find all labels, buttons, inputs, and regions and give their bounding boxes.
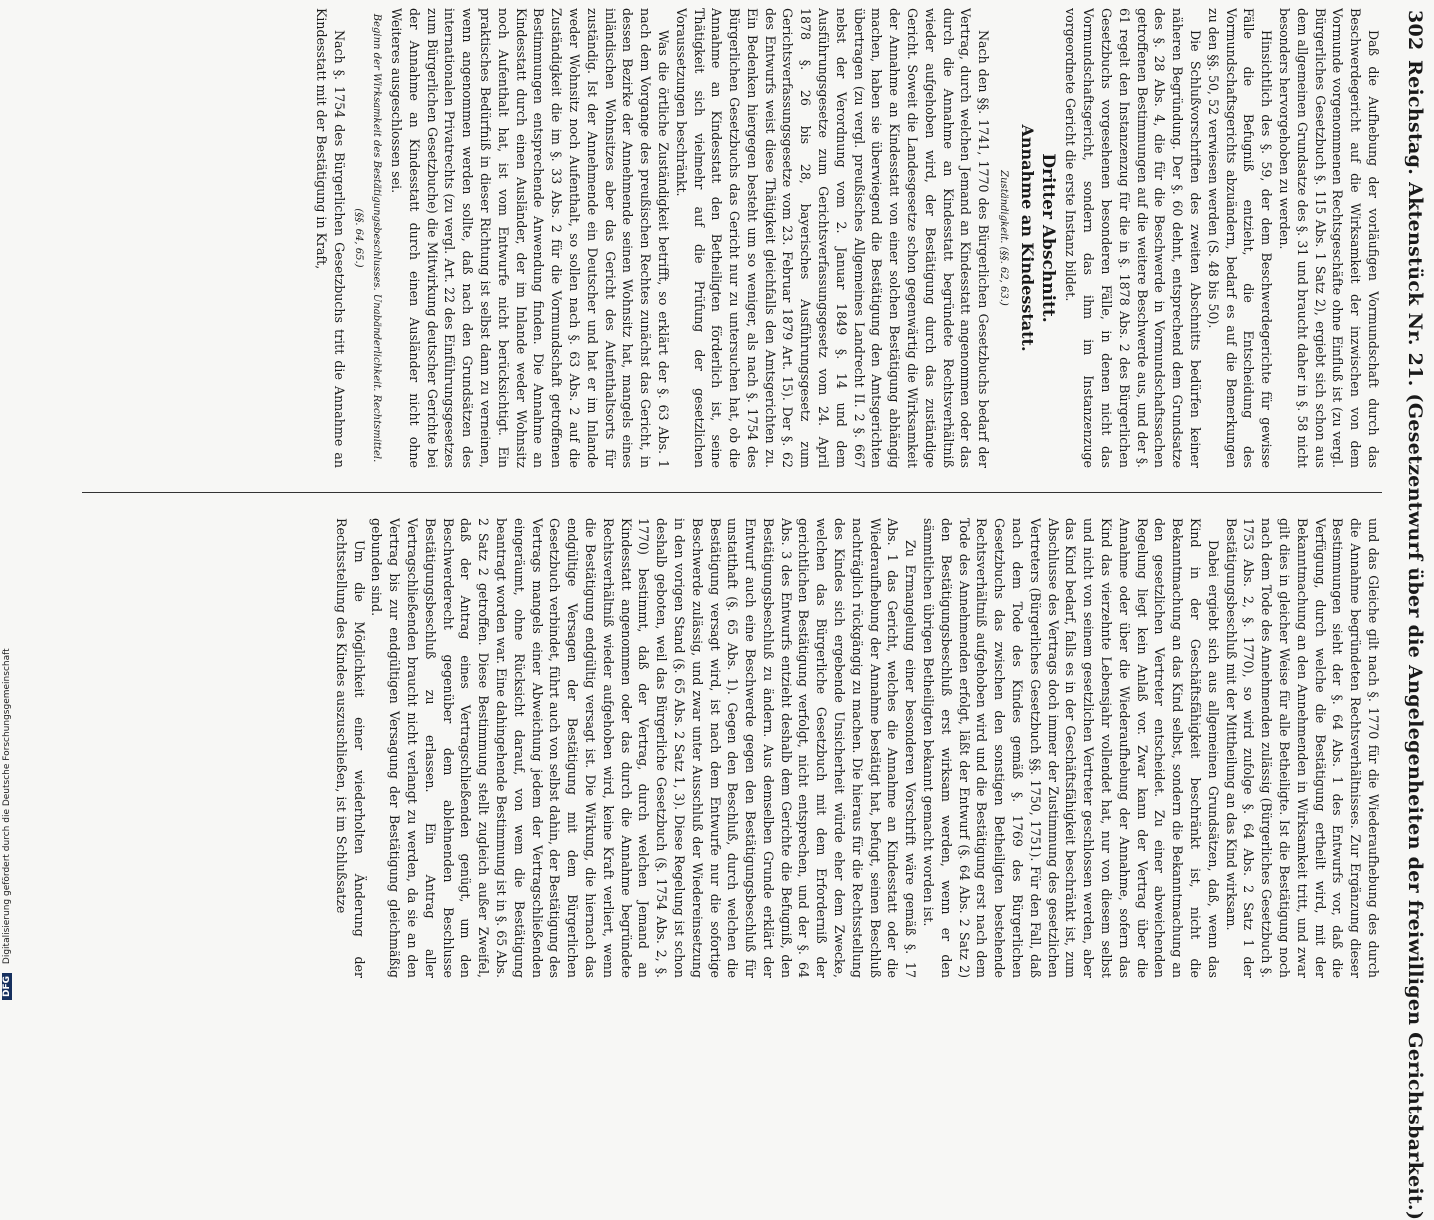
- paragraph: Was die örtliche Zuständigkeit betrifft, so erklärt der §. 63 Abs. 1 nach dem Vorgange des preußischen Rechtes zunächst das Gericht, in dessen Bezirke der Annehmende seinen Wohnsitz hat, mangels eines inländischen Wohnsitzes aber das Gericht des Aufenthaltsorts für zuständig. Ist der Annehmende ein Deutscher und hat er im Inlande weder Wohnsitz noch Aufenthalt, so sollen nach §. 63 Abs. 2 auf die Zuständigkeit die im §. 33 Abs. 2 für die Vormundschaft getroffenen Bestimmungen entsprechende Anwendung finden. Die Annahme an Kindesstatt durch einen Ausländer, der im Inlande weder Wohnsitz noch Aufenthalt hat, ist vom Entwurfe nicht berücksichtigt. Ein praktisches Bedürfniß in dieser Richtung ist selbst dann zu verneinen, wenn angenommen werden sollte, daß nach den Grundsätzen des internationalen Privatrechts (zu vergl. Art. 22 des Einführungsgesetzes zum Bürgerlichen Gesetzbuche) die Mitwirkung deutscher Gerichte bei der Annahme an Kindesstatt durch einen Ausländer nicht ohne Weiteres ausgeschlossen sei.: [388, 8, 671, 468]
- right-column: [42, 518, 1382, 978]
- paragraph: Dabei ergiebt sich aus allgemeinen Grundsätzen, daß, wenn das Kind in der Geschäftsfähigkeit beschränkt ist, nicht die Bekanntmachung an das Kind selbst, sondern die Bekanntmachung an den gesetzlichen Vertreter entscheidet. Zu einer abweichenden Regelung liegt kein Anlaß vor. Zwar kann der Vertrag über die Annahme oder über die Wiederaufhebung der Annahme, sofern das Kind das vierzehnte Lebensjahr vollendet hat, nur von diesem selbst und nicht von seinem gesetzlichen Vertreter geschlossen werden, aber das Kind bedarf, falls es in der Geschäftsfähigkeit beschränkt ist, zum Abschlusse des Vertrags doch immer der Zustimmung des gesetzlichen Vertreters (Bürgerliches Gesetzbuch §§. 1750, 1751). Für den Fall, daß nach dem Tode des Kindes gemäß §. 1769 des Bürgerlichen Gesetzbuchs das zwischen den sonstigen Betheiligten bestehende Rechtsverhältniß aufgehoben wird und die Bestätigung erst nach dem Tode des Annehmenden erfolgt, läßt der Entwurf (§. 64 Abs. 2 Satz 2) den Bestätigungsbeschluß erst wirksam werden, wenn er den sämmtlichen übrigen Betheiligten bekannt gemacht worden ist.: [921, 518, 1221, 978]
- paragraph: Die Schlußvorschriften des zweiten Abschnitts bedürfen keiner näheren Begründung. Der §. 60 dehnt, entsprechend dem Grundsatze des §. 28 Abs. 4, die für die Beschwerde in Vormundschaftssachen getroffenen Bestimmungen auf die weitere Beschwerde aus, und der §. 61 regelt den Instanzenzug für die in §. 1878 Abs. 2 des Bürgerlichen Gesetzbuchs vorgesehenen besonderen Fälle, in denen nicht das Vormundschaftsgericht, sondern das ihm im Instanzenzuge vorgeordnete Gericht die erste Instanz bildet.: [1063, 8, 1204, 468]
- side-note: Beginn der Wirksamkeit des Bestätigungsbeschlusses. Unabänderlichkeit. Rechtsmittel. (§§. 64, 65.): [353, 13, 383, 463]
- paragraph: Hinsichtlich des §. 59, der dem Beschwerdegerichte für gewisse Fälle die Befugniß entzieht, die Entscheidung des Vormundschaftsgerichts abzuändern, bedarf es auf die Bemerkungen zu den §§. 50, 52 verwiesen werden (S. 48 bis 50).: [1205, 8, 1275, 468]
- credit-text: Digitalisierung gefördert durch die Deutsche Forschungsgemeinschaft: [2, 648, 12, 965]
- paragraph: Nach den §§. 1741, 1770 des Bürgerlichen Gesetzbuchs bedarf der Vertrag, durch welchen Jemand an Kindesstatt angenommen oder das durch die Annahme an Kindesstatt begründete Rechtsverhältniß wieder aufgehoben wird, der Bestätigung durch das zuständige Gericht. Soweit die Landesgesetze schon gegenwärtig die Wirksamkeit der Annahme an Kindesstatt von einer solchen Bestätigung abhängig machen, haben sie überwiegend die Bestätigung den Amtsgerichten übertragen (zu vergl. preußisches Allgemeines Landrecht II. 2 §. 667 nebst der Verordnung vom 2. Januar 1849 §. 14 und dem Ausführungsgesetze zum Gerichtsverfassungsgesetz vom 24. April 1878 §. 26 bis 28, bayerisches Ausführungsgesetz zum Gerichtsverfassungsgesetze vom 23. Februar 1879 Art. 15). Der §. 62 des Entwurfs weist diese Thätigkeit gleichfalls den Amtsgerichten zu. Ein Bedenken hiergegen besteht um so weniger, als nach §. 1754 des Bürgerlichen Gesetzbuchs das Gericht nur zu untersuchen hat, ob die Annahme an Kindesstatt den Betheiligten förderlich ist, seine Thätigkeit sich vielmehr auf die Prüfung der gesetzlichen Voraussetzungen beschränkt.: [673, 8, 992, 468]
- section-heading: Dritter Abschnitt.: [1037, 153, 1058, 323]
- paragraph: Zu Ermangelung einer besonderen Vorschrift wäre gemäß §. 17 Abs. 1 das Gericht, welches die Annahme an Kindesstatt oder die Wiederaufhebung der Annahme bestätigt hat, befugt, seinen Beschluß nachträglich rückgängig zu machen. Die hieraus für die Rechtsstellung des Kindes sich ergebende Unsicherheit würde eher dem Zwecke, welchen das Bürgerliche Gesetzbuch mit dem Erforderniß der gerichtlichen Bestätigung verfolgt, nicht entsprechen, und der §. 64 Abs. 3 des Entwurfs entzieht deshalb dem Gerichte die Befugniß, den Bestätigungsbeschluß zu ändern. Aus demselben Grunde erklärt der Entwurf auch eine Beschwerde gegen den Bestätigungsbeschluß für unstatthaft (§. 65 Abs. 1). Gegen den Beschluß, durch welchen die Bestätigung versagt wird, ist nach dem Entwurfe nur die sofortige Beschwerde zulässig, und zwar unter Ausschluß der Wiedereinsetzung in den vorigen Stand (§. 65 Abs. 2 Satz 1, 3). Diese Regelung ist schon deshalb geboten, weil das Bürgerliche Gesetzbuch (§. 1754 Abs. 2, §. 1770) bestimmt, daß der Vertrag, durch welchen Jemand an Kindesstatt angenommen oder das durch die Annahme begründete Rechtsverhältniß wieder aufgehoben wird, keine Kraft verliert, wenn die Bestätigung endgültig versagt ist. Die Wirkung, die hiernach das endgültige Versagen der Bestätigung mit dem Bürgerlichen Gesetzbuch verbindet, führt auch von selbst dahin, der Bestätigung des Vertrags mangels einer Abweichung jedem der Vertragschließenden eingeräumt, ohne Rücksicht darauf, von wem die Bestätigung beantragt worden war. Eine dahingehende Bestimmung ist in §. 65 Abs. 2 Satz 2 getroffen. Diese Bestimmung stellt zugleich außer Zweifel, daß der Antrag eines Vertragschließenden genügt, um den Beschwerderecht gegenüber dem ablehnenden Beschlusse Bestätigungsbeschluß zu erlassen. Ein Antrag aller Vertragschließenden braucht nicht verlangt zu werden, da sie an den Vertrag bis zur endgültigen Versagung der Bestätigung gleichmäßig gebunden sind.: [369, 518, 919, 978]
- rotated-page-content: [30, 0, 1430, 1220]
- page-title: Reichstag. Aktenstück Nr. 21. (Gesetzentwurf über die Angelegenheiten der freiwilligen Gerichtsbarkeit.): [1404, 60, 1426, 1220]
- digitization-credit: [2, 0, 20, 1000]
- page-header: [1396, 0, 1430, 1220]
- paragraph: und das Gleiche gilt nach §. 1770 für die Wiederaufhebung des durch die Annahme begründeten Rechtsverhältnisses. Zur Ergänzung dieser Bestimmungen sieht der §. 64 Abs. 1 des Entwurfs vor, daß die Verfügung, durch welche die Bestätigung ertheilt wird, mit der Bekanntmachung an den Annehmenden in Wirksamkeit tritt, und zwar gilt dies in gleicher Weise für alle Betheiligte. Ist die Bestätigung noch nach dem Tode des Annehmenden zulässig (Bürgerliches Gesetzbuch §. 1753 Abs. 2, §. 1770), so wird zufolge §. 64 Abs. 2 Satz 1 der Bestätigungsbeschluß mit der Mittheilung an das Kind wirksam.: [1223, 518, 1381, 978]
- side-note: Zuständigkeit. (§§. 62, 63.): [998, 170, 1010, 306]
- dfg-logo: DFG: [2, 973, 12, 1000]
- page-number: 302: [1404, 10, 1426, 51]
- section-title: Annahme an Kindesstatt.: [1017, 124, 1037, 352]
- paragraph: Nach §. 1754 des Bürgerlichen Gesetzbuchs tritt die Annahme an Kindesstatt mit der Bestätigung in Kraft,: [313, 8, 347, 468]
- paragraph: Um die Möglichkeit einer wiederholten Änderung der Rechtsstellung des Kindes auszuschließen, ist im Schlußsatze: [333, 518, 367, 978]
- column-divider: [82, 492, 1382, 493]
- left-column: [42, 8, 1382, 468]
- paragraph: Daß die Aufhebung der vorläufigen Vormundschaft durch das Beschwerdegericht auf die Wirksamkeit der inzwischen von dem Vormunde vorgenommenen Rechtsgeschäfte ohne Einfluß ist (zu vergl. Bürgerliches Gesetzbuch §. 115 Abs. 1 Satz 2), ergiebt sich schon aus dem allgemeinen Grundsatze des §. 31 und braucht daher in §. 58 nicht besonders hervorgehoben zu werden.: [1277, 8, 1381, 468]
